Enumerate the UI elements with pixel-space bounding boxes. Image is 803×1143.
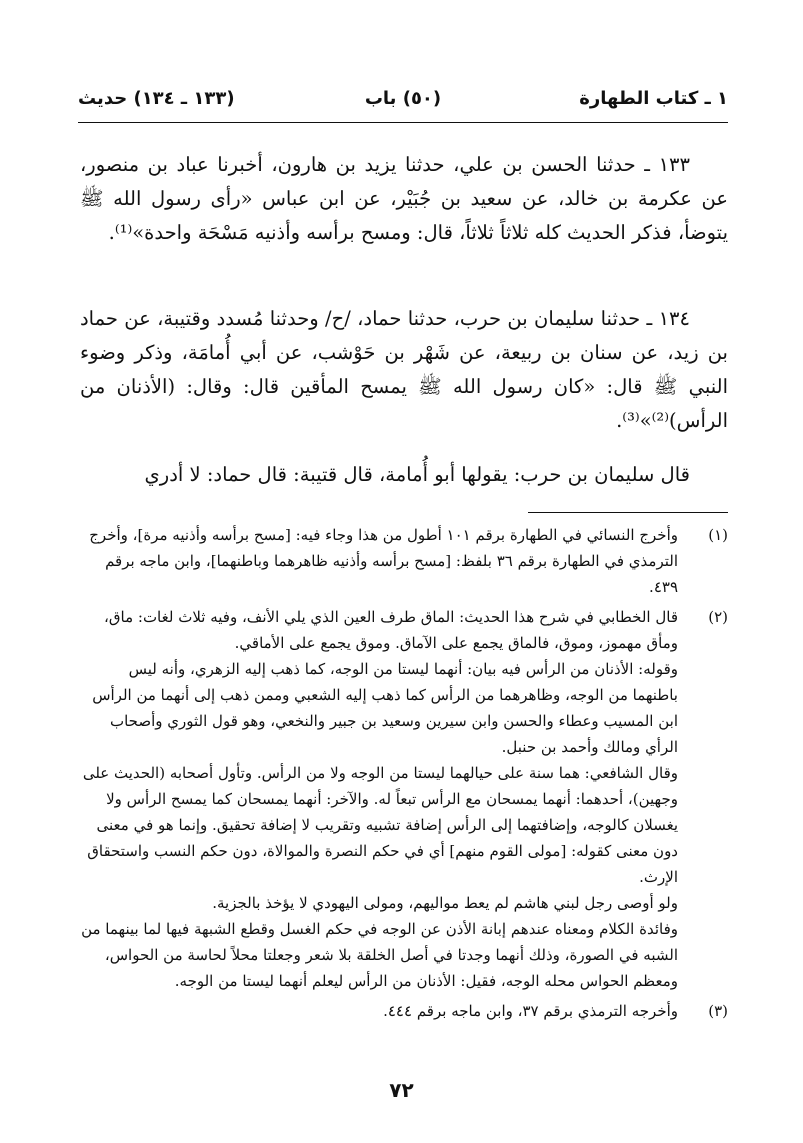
- running-header: [78, 88, 728, 118]
- header-divider: [78, 122, 728, 123]
- hadith-text: ١٣٤ ـ حدثنا سليمان بن حرب، حدثنا حماد، /ح/ وحدثنا مُسدد وقتيبة، عن حماد بن زيد، عن سنان بن ربيعة، عن شَهْر بن حَوْشب، عن أبي أُمامَة، وذكر وضوء النبي ﷺ قال: «كان رسول الله ﷺ يمسح المأقين قال: وقال: (الأذنان من الرأس)⁽²⁾»⁽³⁾.: [80, 307, 728, 432]
- bab-title: (٥٠) باب: [364, 88, 442, 109]
- hadith-text: ١٣٣ ـ حدثنا الحسن بن علي، حدثنا يزيد بن هارون، أخبرنا عباد بن منصور، عن عكرمة بن خالد، عن سعيد بن جُبَيْر، عن ابن عباس «رأى رسول الله ﷺ يتوضأ، فذكر الحديث كله ثلاثاً ثلاثاً، قال: ومسح برأسه وأذنيه مَسْحَة واحدة»⁽¹⁾.: [80, 153, 728, 244]
- footnote-3: [80, 998, 728, 1024]
- footnote-1: [80, 522, 728, 600]
- footnote-number: (٣): [708, 1002, 728, 1020]
- comment-text: قال سليمان بن حرب: يقولها أبو أُمامة، قال قتيبة: قال حماد: لا أدري: [144, 463, 690, 486]
- page-number: ٧٢: [389, 1078, 414, 1102]
- footnote-text: وقوله: الأذنان من الرأس فيه بيان: أنهما ليستا من الوجه، كما ذهب إليه الزهري، وأنه ليس باطنهما من الوجه، وظاهرهما من الرأس كما ذهب إليه الشعبي وممن ذهب إلى أنهما من الرأس ابن المسيب وعطاء والحسن وابن سيرين وسعيد بن جبير والنخعي، وهو قول الثوري وأصحاب الرأي ومالك وأحمد بن حنبل.: [92, 660, 678, 756]
- footnote-text: قال الخطابي في شرح هذا الحديث: الماق طرف العين الذي يلي الأنف، وفيه ثلاث لغات: ماق، ومأق مهموز، وموق، فالماق يجمع على الآماق. وموق يجمع على الأماقي.: [104, 608, 678, 652]
- footnote-number: (٢): [708, 608, 728, 626]
- chapter-title: ١ ـ كتاب الطهارة: [579, 88, 728, 109]
- hadith-range: (١٣٣ ـ ١٣٤) حديث: [78, 88, 235, 109]
- footnote-divider: [528, 512, 728, 513]
- footnote-text: وأخرجه الترمذي برقم ٣٧، وابن ماجه برقم ٤٤٤.: [383, 1002, 678, 1020]
- footnote-number: (١): [708, 526, 728, 544]
- footnote-text: وأخرج النسائي في الطهارة برقم ١٠١ أطول من هذا وجاء فيه: [مسح برأسه وأذنيه مرة]، وأخرج الترمذي في الطهارة برقم ٣٦ بلفظ: [مسح برأسه وأذنيه ظاهرهما وباطنهما]، وابن ماجه برقم ٤٣٩.: [89, 526, 678, 596]
- hadith-134: [80, 302, 728, 438]
- narrator-comment: [80, 458, 728, 492]
- footnote-text: وقال الشافعي: هما سنة على حيالهما ليستا من الوجه ولا من الرأس. وتأول أصحابه (الحديث على وجهين)، أحدهما: أنهما يمسحان مع الرأس تبعاً له. والآخر: أنهما يمسحان كما يمسح الرأس ولا يغسلان كالوجه، وإضافتهما إلى الرأس إضافة تشبيه وتقريب لا إضافة تحقيق. وإنما هو في معنى دون معنى كقوله: [مولى القوم منهم] أي في حكم النصرة والموالاة، دون حكم النسب واستحقاق الإرث.: [82, 764, 678, 886]
- footnote-text: وفائدة الكلام ومعناه عندهم إبانة الأذن عن الوجه في حكم الغسل وقطع الشبهة فيها لما بينهما من الشبه في الصورة، وذلك أنهما وجدتا في أصل الخلقة بلا شعر وجعلتا محلاً لحاسة من الحواس، ومعظم الحواس محله الوجه، فقيل: الأذنان من الرأس ليعلم أنهما ليستا من الوجه.: [81, 920, 678, 990]
- hadith-133: [80, 148, 728, 250]
- footnotes: [80, 522, 728, 1028]
- footnote-2: [80, 604, 728, 994]
- footnote-text: ولو أوصى رجل لبني هاشم لم يعط مواليهم، ومولى اليهودي لا يؤخذ بالجزية.: [212, 894, 678, 912]
